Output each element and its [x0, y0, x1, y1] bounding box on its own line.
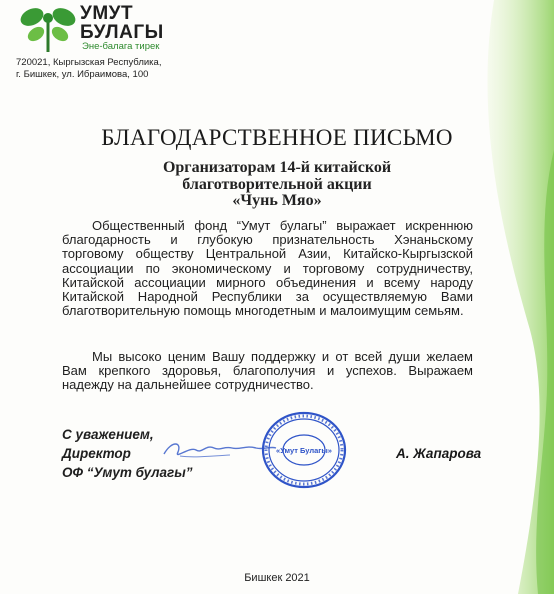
address-line-2: г. Бишкек, ул. Ибраимова, 100 [16, 69, 149, 80]
logo-leaves-icon [18, 4, 80, 54]
letter-title: БЛАГОДАРСТВЕННОЕ ПИСЬМО [101, 125, 453, 150]
official-stamp-icon [260, 410, 348, 490]
subtitle-line-2: благотворительной акции [182, 175, 372, 193]
logo [18, 4, 218, 54]
address-line-1: 720021, Кыргызская Республика, [16, 57, 162, 68]
sender-address [16, 57, 161, 81]
logo-name [80, 4, 164, 42]
logo-tagline: Эне-балага тирек [82, 41, 160, 52]
signer-organization: ОФ “Умут булагы” [62, 465, 193, 480]
signer-role: Директор [62, 446, 131, 461]
closing-phrase: С уважением, [62, 427, 154, 442]
body-paragraph-1: Общественный фонд “Умут булагы” выражает искреннюю благодарность и глубокую признательность Хэнаньскому торговому обществу Центральной Азии, Китайско-Кыргызской ассоциации по экономическому и торговому сотрудничеству, Китайской ассоциации мирного объединения и всему народу Китайской Народной Республики за осуществляемую Вами благотворительную помощь многодетным и малоимущим семьям. [62, 218, 473, 319]
body-paragraph-2: Мы высоко ценим Вашу поддержку и от всей души желаем Вам крепкого здоровья, благополучия и успехов. Выражаем надежду на дальнейшее сотрудничество. [62, 349, 473, 393]
stamp-center-text: «Умут Булагы» [276, 446, 332, 455]
place-and-year: Бишкек 2021 [244, 572, 310, 584]
subtitle-line-1: Организаторам 14-й китайской [162, 159, 392, 176]
logo-name-line1: УМУТ [80, 3, 134, 24]
signer-name: А. Жапарова [396, 446, 482, 461]
logo-name-line2: БУЛАГЫ [80, 22, 164, 43]
letter-subtitle [0, 160, 554, 210]
subtitle-line-3: «Чунь Мяо» [232, 192, 322, 209]
